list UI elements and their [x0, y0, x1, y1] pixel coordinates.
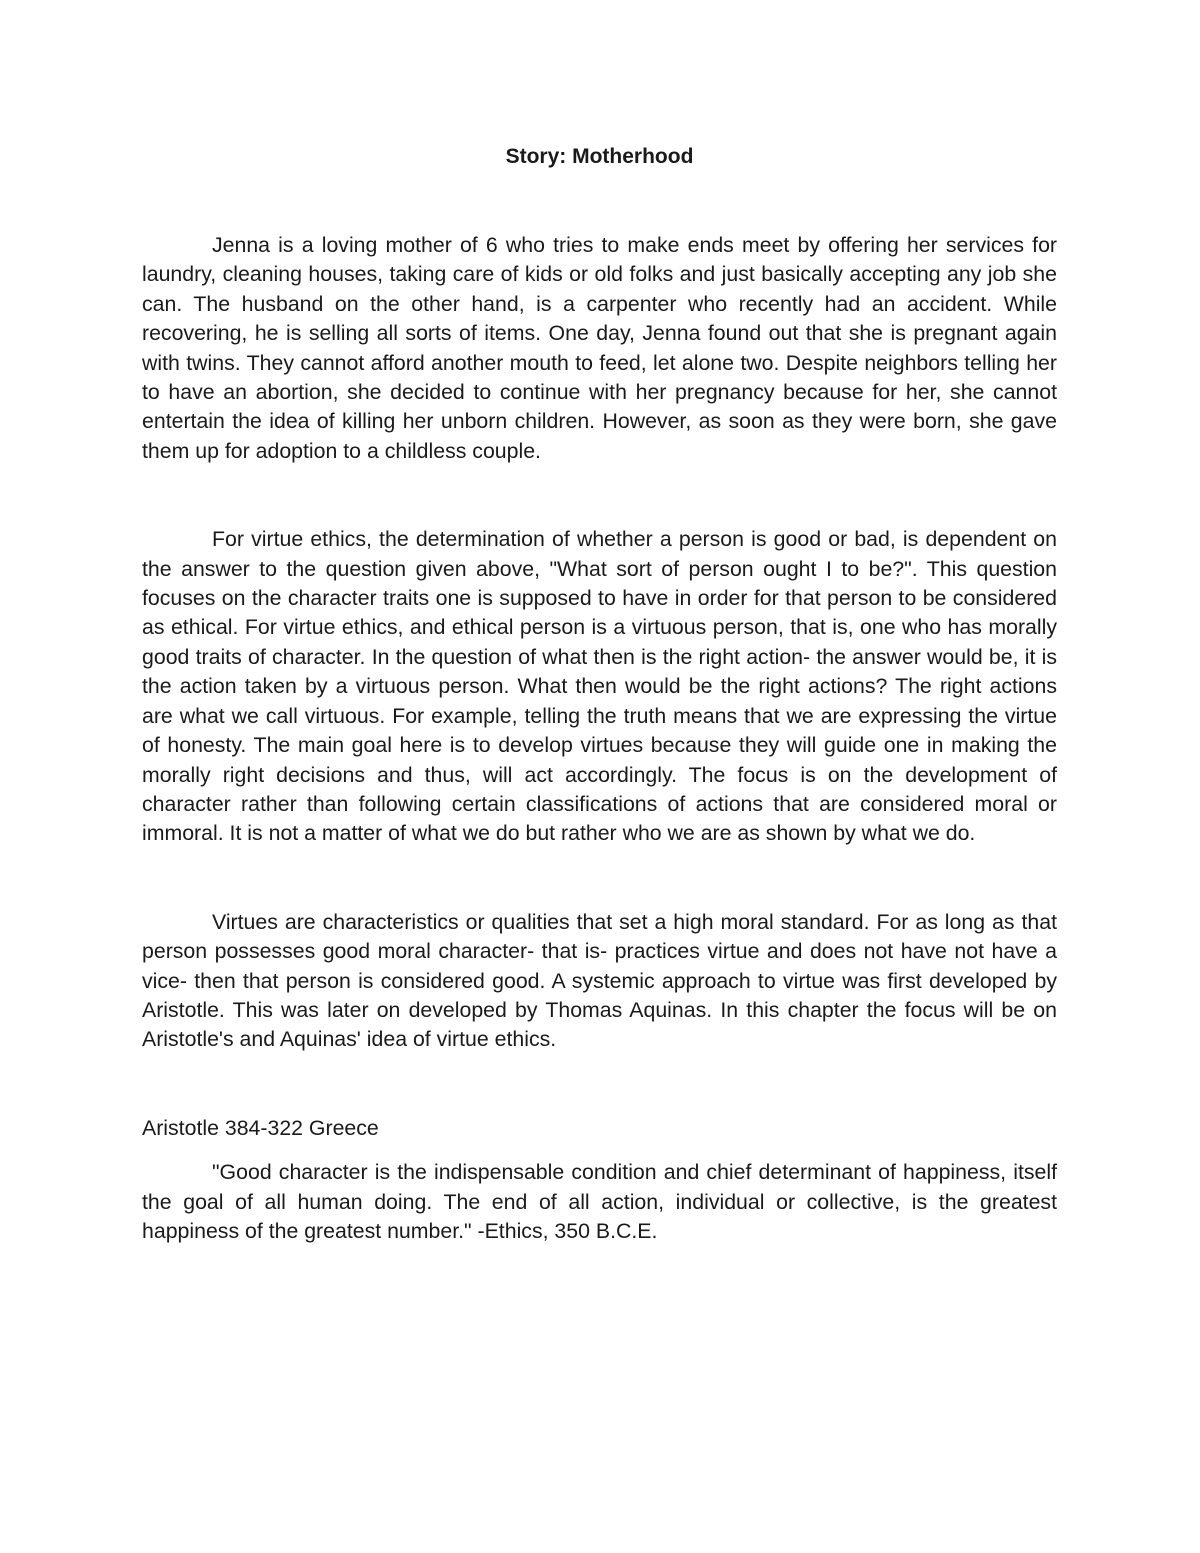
paragraph-virtue-ethics: For virtue ethics, the determination of whether a person is good or bad, is dependent on the answer to the question given above, "What sort of person ought I to be?". This question focuses on the character traits one is supposed to have in order for that person to be considered as ethical. For virtue ethics, and ethical person is a virtuous person, that is, one who has morally good traits of character. In the question of what then is the right action- the answer would be, it is the action taken by a virtuous person. What then would be the right actions? The right actions are what we call virtuous. For example, telling the truth means that we are expressing the virtue of honesty. The main goal here is to develop virtues because they will guide one in making the morally right decisions and thus, will act accordingly. The focus is on the development of character rather than following certain classifications of actions that are considered moral or immoral. It is not a matter of what we do but rather who we are as shown by what we do. — [142, 527, 1057, 846]
section-heading-aristotle: Aristotle 384-322 Greece — [142, 1115, 379, 1140]
paragraph-story: Jenna is a loving mother of 6 who tries to make ends meet by offering her services for laundry, cleaning houses, taking care of kids or old folks and just basically accepting any job she can. The husband on the other hand, is a carpenter who recently had an accident. While recovering, he is selling all sorts of items. One day, Jenna found out that she is pregnant again with twins. They cannot afford another mouth to feed, let alone two. Despite neighbors telling her to have an abortion, she decided to continue with her pregnancy because for her, she cannot entertain the idea of killing her unborn children. However, as soon as they were born, she gave them up for adoption to a childless couple. — [142, 233, 1057, 463]
document-body — [142, 142, 1057, 1246]
aristotle-quote: "Good character is the indispensable condition and chief determinant of happiness, itself the goal of all human doing. The end of all action, individual or collective, is the greatest happiness of the greatest number." -Ethics, 350 B.C.E. — [142, 1160, 1057, 1243]
paragraph-virtues: Virtues are characteristics or qualities that set a high moral standard. For as long as that person possesses good moral character- that is- practices virtue and does not have not have a vice- then that person is considered good. A systemic approach to virtue was first developed by Aristotle. This was later on developed by Thomas Aquinas. In this chapter the focus will be on Aristotle's and Aquinas' idea of virtue ethics. — [142, 909, 1057, 1052]
document-title: Story: Motherhood — [505, 145, 694, 168]
